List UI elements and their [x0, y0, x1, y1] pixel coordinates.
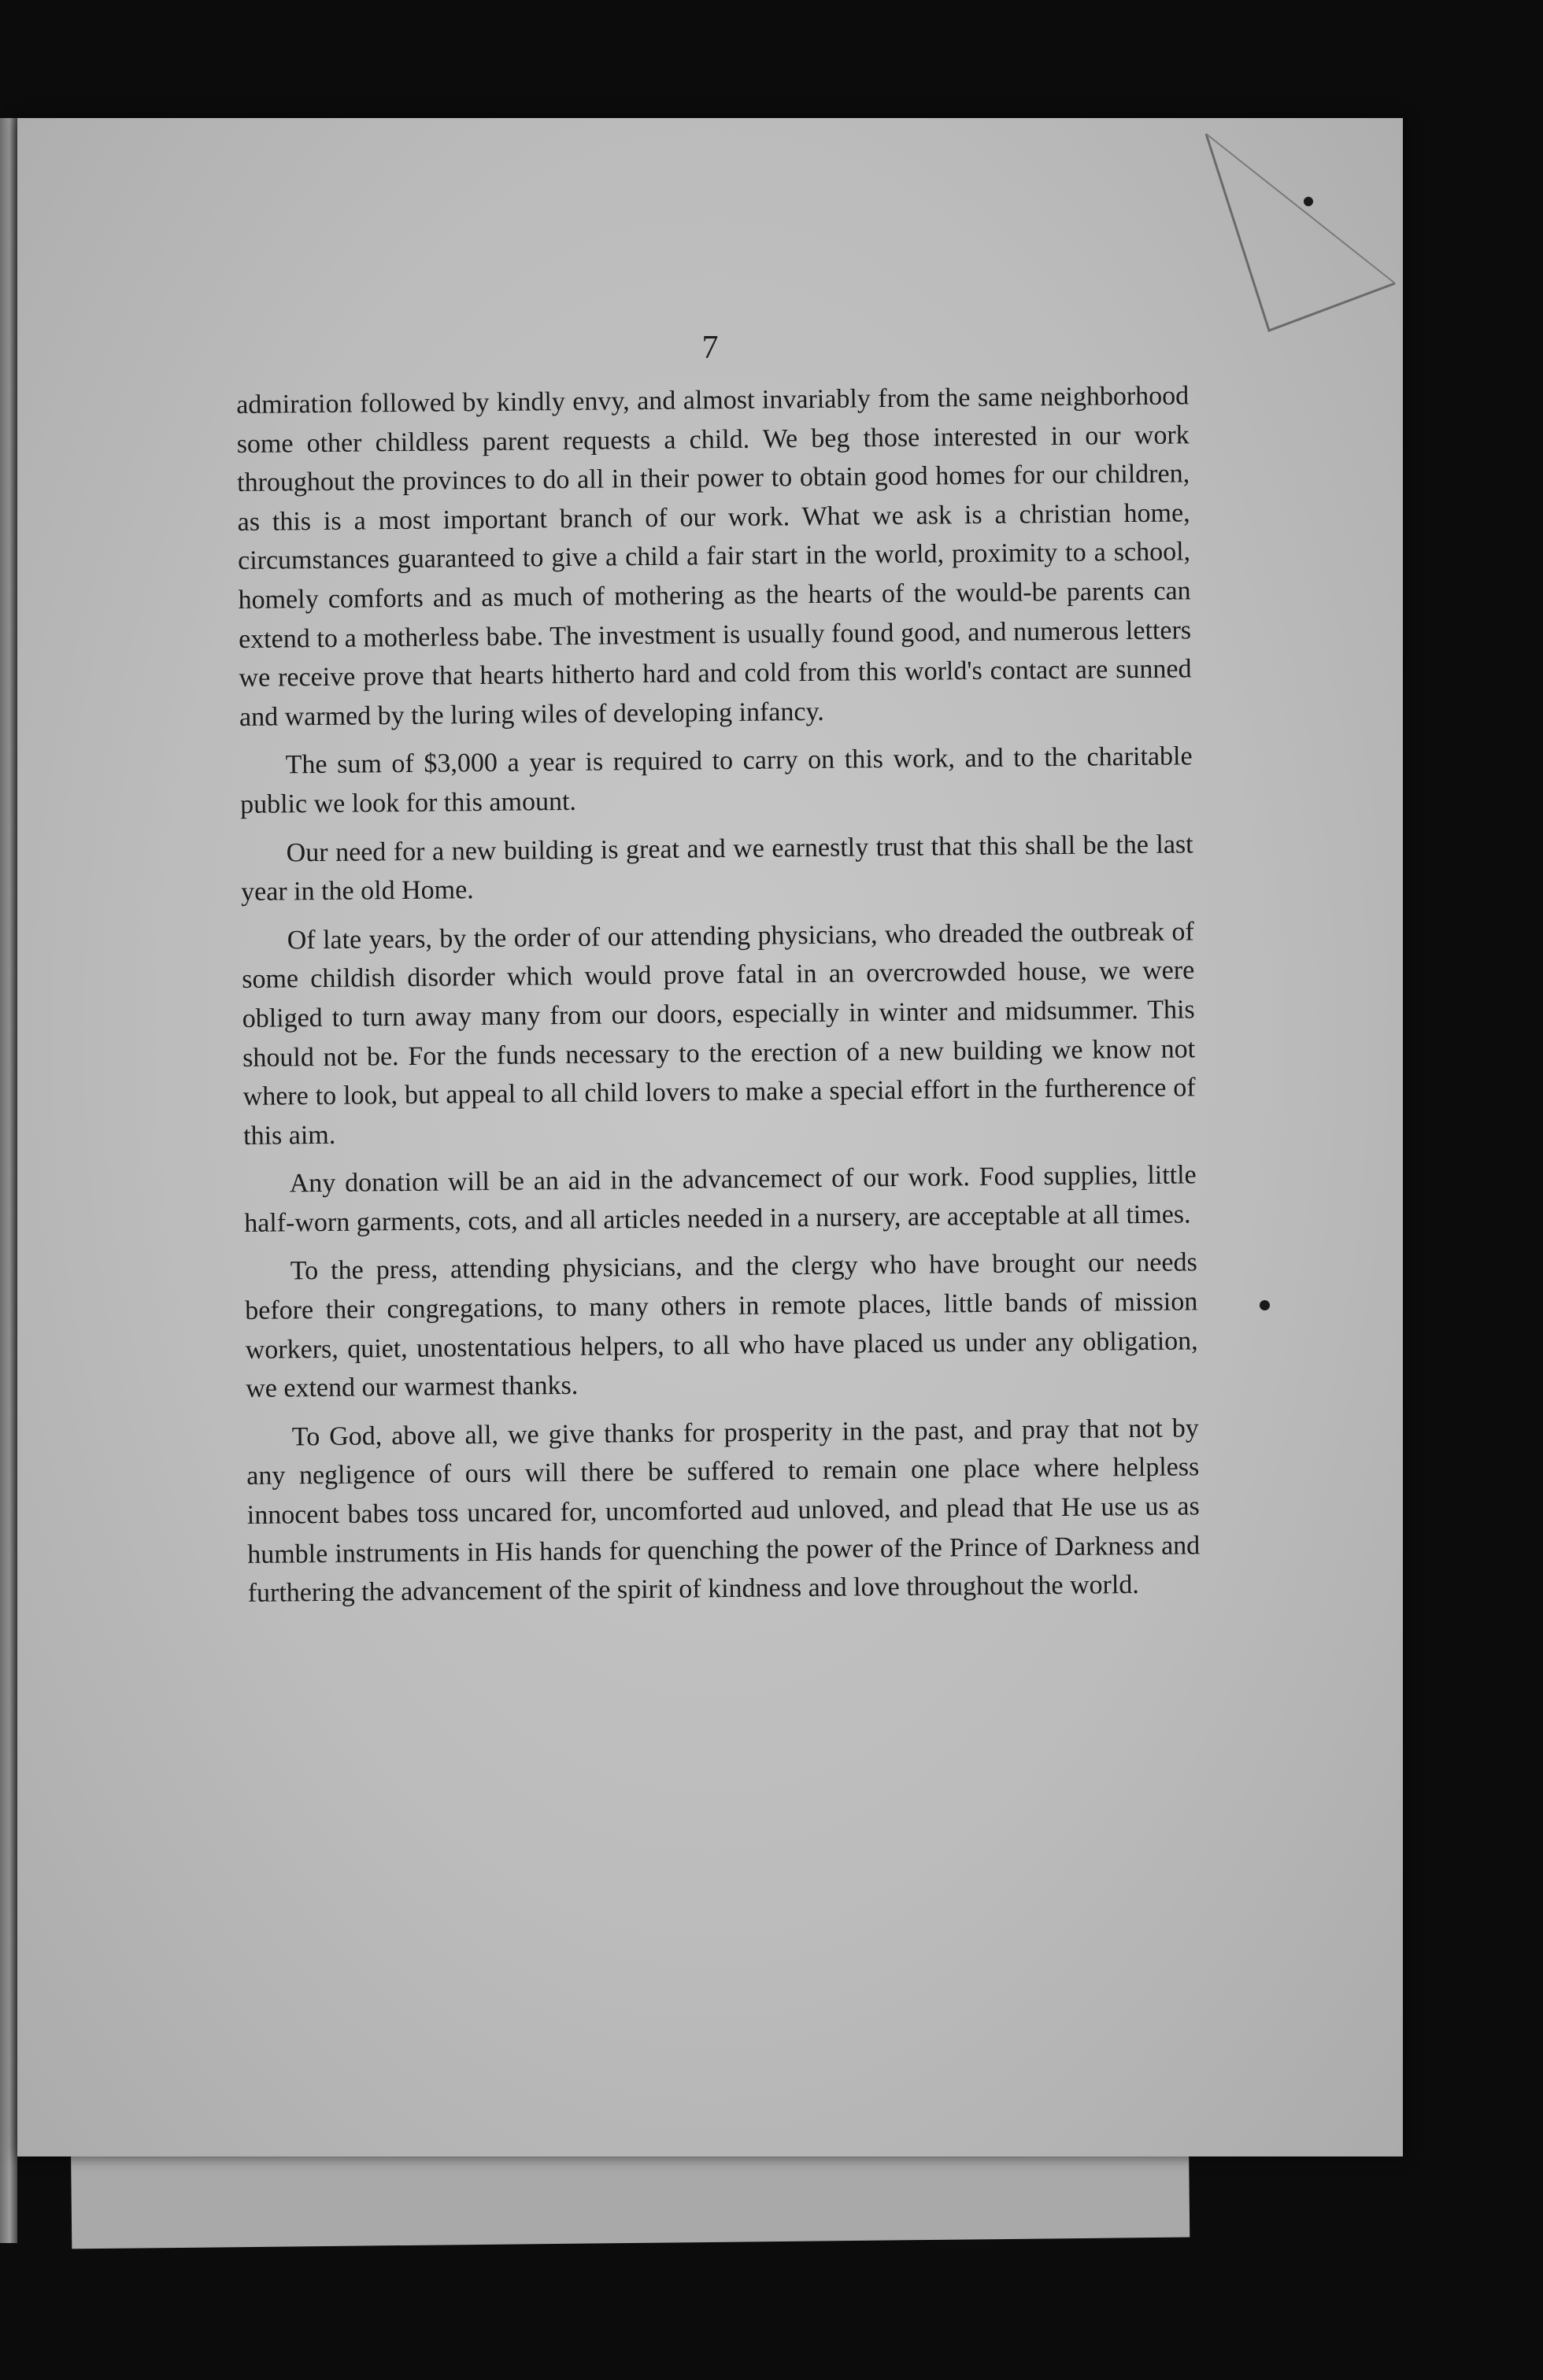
paragraph: Our need for a new building is great and we earnestly trust that this shall be the last year in the old Home. [241, 829, 1193, 907]
paragraph: To the press, attending physicians, and the clergy who have brought our needs before their congregations, to many others in remote places, little bands of mission workers, quiet, unostentatious helpers, to all who have placed us under any obligation, we extend our warmest thanks. [245, 1247, 1198, 1404]
dust-speck [1304, 197, 1313, 206]
body-text [236, 376, 1201, 1622]
dust-speck [1260, 1300, 1270, 1310]
left-page-edge [0, 118, 17, 2243]
paragraph: admiration followed by kindly envy, and almost invariably from the same neighborhood some other childless parent requests a child. We beg those interested in our work throughout the provinces to do all in their power to obtain good homes for our children, as this is a most important branch of our work. What we ask is a christian home, circumstances guaranteed to give a child a fair start in the world, proximity to a school, homely comforts and as much of mothering as the hearts of the would-be parents can extend to a motherless babe. The investment is usually found good, and numerous letters we receive prove that hearts hitherto hard and cold from this world's contact are sunned and warmed by the luring wiles of developing infancy. [236, 381, 1192, 732]
document-page [17, 118, 1403, 2156]
paragraph: To God, above all, we give thanks for prosperity in the past, and pray that not by any negligence of ours will there be suffered to remain one place where helpless innocent babes toss uncared for, uncomforted aud unloved, and plead that He use us as humble instruments in His hands for quenching the power of the Prince of Darkness and furthering the advancement of the spirit of kindness and love throughout the world. [246, 1414, 1201, 1609]
corner-fold-mark [1198, 118, 1403, 346]
paragraph: Of late years, by the order of our attending physicians, who dreaded the outbreak of some childish disorder which would prove fatal in an overcrowded house, we were obliged to turn away many from our doors, especially in winter and midsummer. This should not be. For the funds necessary to the erection of a new building we know not where to look, but appeal to all child lovers to make a special effort in the furtherence of this aim. [242, 917, 1196, 1151]
paragraph: Any donation will be an aid in the advancemect of our work. Food supplies, little half-worn garments, cots, and all articles needed in a nursery, are acceptable at all times. [244, 1160, 1197, 1238]
paragraph: The sum of $3,000 a year is required to carry on this work, and to the charitable public we look for this amount. [239, 741, 1193, 819]
page-number: 7 [701, 330, 719, 366]
